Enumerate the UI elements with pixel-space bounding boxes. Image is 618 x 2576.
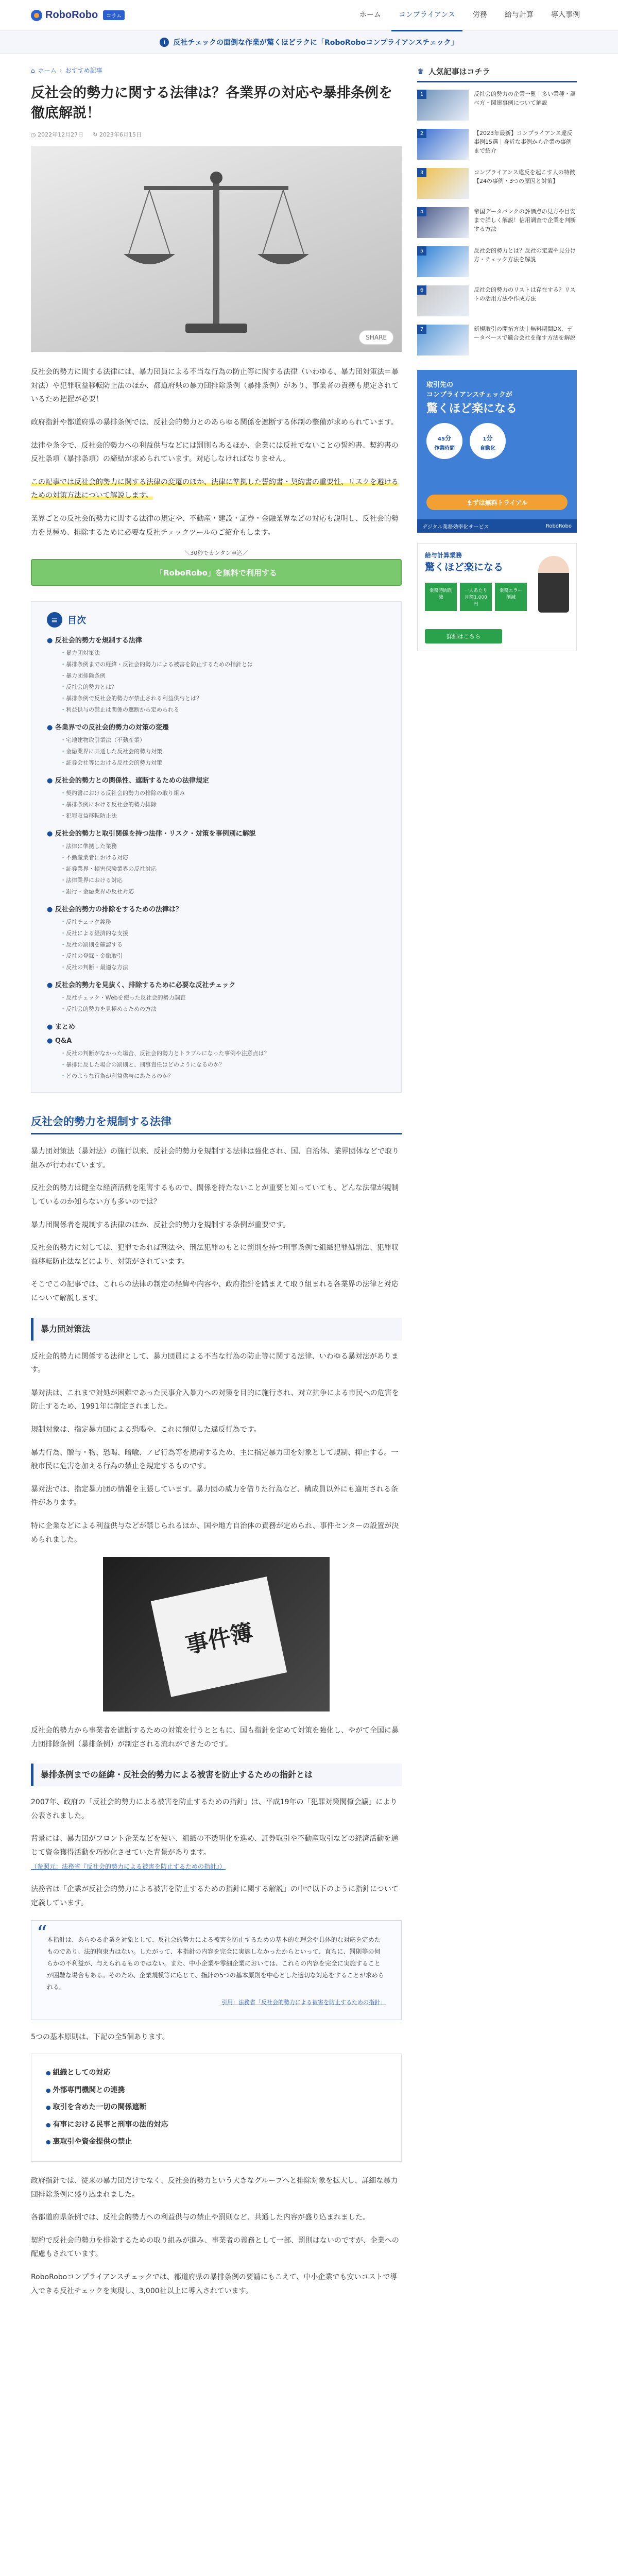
- toc-item-link[interactable]: ・ 利益供与の禁止は関係の遮断から定められる: [47, 704, 386, 716]
- ad-footer-right: RoboRobo: [545, 523, 572, 529]
- body-paragraph: 暴対法では、指定暴力団の情報を主張しています。暴力団の威力を借りた行為など、構成員以外にも適用される条件があります。: [31, 1485, 398, 1507]
- toc-item-link[interactable]: ・ 銀行・金融業界の反社対応: [47, 886, 386, 897]
- ranking-item-title: 新規取引の開拓方法｜無料期間DX、データベースで適合会社を探す方法を解説: [474, 326, 576, 342]
- ad-heading-2: 驚くほど楽になる: [426, 402, 518, 415]
- ranking-item-title: 反社会的勢力の企業一覧｜多い業種・調べ方・関連事例について解説: [474, 91, 576, 107]
- list-item: ● 裏取引や資金提供の禁止: [46, 2133, 387, 2151]
- ranking-item[interactable]: [417, 207, 577, 238]
- toc-item-link[interactable]: ・ 暴力団対策法: [47, 648, 386, 659]
- toc-item-link[interactable]: ・ 暴力団排除条例: [47, 670, 386, 682]
- ad-trial-button[interactable]: まずは無料トライアル: [426, 495, 568, 510]
- ranking-item[interactable]: [417, 168, 577, 199]
- blockquote: [31, 1920, 402, 2020]
- ranking-item-title: 反社会的勢力とは？反社の定義や見分け方・チェック方法を解説: [474, 247, 576, 263]
- toc-item-link[interactable]: ・ 証券業界・損害保険業界の反社対応: [47, 863, 386, 875]
- stat-badge: [470, 423, 506, 459]
- body-paragraph: 反社会的勢力に関係する法律として、暴力団員による不当な行為の防止等に関する法律、いわゆる暴対法があります。: [31, 1352, 399, 1375]
- section-heading: 反社会的勢力を規制する法律: [31, 1113, 402, 1134]
- list-icon: ≡: [47, 612, 62, 628]
- quote-source-link[interactable]: 引用：法務省「反社会的勢力による被害を防止するための指針」: [221, 1999, 386, 2006]
- ad-heading: 驚くほど楽になる: [425, 562, 504, 573]
- toc-section-link[interactable]: ● 反社会的勢力の排除をするための法律は？: [47, 904, 386, 913]
- toc-section-link[interactable]: ● まとめ: [47, 1021, 386, 1031]
- feature-chip: 業務時間削減: [425, 583, 457, 611]
- toc-item-link[interactable]: ・ 法律業界における対応: [47, 875, 386, 886]
- rank-number: 3: [417, 168, 426, 177]
- breadcrumb-category[interactable]: おすすめ記事: [65, 67, 102, 74]
- body-paragraph: 反社会的勢力から事業者を遮断するための対策を行うとともに、国も指針を定めて対策を強化し、やがて全国に暴力団排除条例（暴排条例）が制定される流れができたのです。: [31, 1726, 399, 1749]
- ranking-item-title: コンプライアンス違反を起こす人の特徴【24の事例・3つの原因と対策】: [474, 169, 575, 185]
- source-link[interactable]: （参照元：法務省『反社会的勢力による被害を防止するための指針』）: [31, 1862, 226, 1870]
- stat-number: 45: [438, 436, 445, 442]
- toc-item-link[interactable]: ・ 法律に準拠した業務: [47, 841, 386, 852]
- toc-item-link[interactable]: ・ 犯罪収益移転防止法: [47, 810, 386, 822]
- logo-icon: [31, 10, 42, 21]
- intro-paragraph-1: 反社会的勢力に関する法律には、暴力団員による不当な行為の防止等に関する法律（いわゆる、暴力団対策法＝暴対法）や犯罪収益移転防止法のほか、都道府県の暴力団排除条例（暴排条例）があり、事業者の責務も規定されているため把握が必要！: [31, 368, 399, 404]
- info-icon: i: [160, 38, 169, 47]
- promo-banner[interactable]: [0, 31, 618, 54]
- stat-unit: 分: [486, 435, 493, 442]
- casebook-image: [103, 1557, 330, 1711]
- intro-paragraph-3: 法律や条令で、反社会的勢力への利益供与などには罰則もあるほか、企業には反社でないことの誓約書、契約書の反社条項（暴排条項）の締結が求められています。対応しなければなりません。: [31, 441, 399, 464]
- stat-badge: [426, 423, 462, 459]
- quote-icon: “: [37, 1922, 47, 1946]
- rank-number: 4: [417, 207, 426, 216]
- sidebar: [417, 66, 577, 2307]
- ranking-item-title: 反社会的勢力のリストは存在する？リストの活用方法や作成方法: [474, 286, 576, 302]
- toc-item-link[interactable]: ・ 反社チェック・Webを使った反社会的勢力調査: [47, 992, 386, 1004]
- toc-item-link[interactable]: ・ 反社チェック義務: [47, 917, 386, 928]
- nav-payroll[interactable]: 給与計算: [505, 11, 534, 19]
- body-text: 背景には、暴力団がフロント企業などを使い、組織の不透明化を進め、証券取引や不動産取引などの経済活動を通じて資金獲得活動を巧妙化させていた背景があります。: [31, 1835, 399, 1857]
- rank-number: 5: [417, 246, 426, 256]
- free-trial-button[interactable]: 「RoboRobo」を無料で利用する: [31, 559, 402, 586]
- breadcrumb: [31, 66, 402, 75]
- toc-item-link[interactable]: ・ 暴排条例で反社会的勢力が禁止される利益供与とは？: [47, 693, 386, 704]
- stat-label: 作業時間: [434, 446, 455, 451]
- nav-labor[interactable]: 労務: [473, 11, 487, 19]
- body-paragraph: 暴力行為、贈与・物、恐喝、暗喩、ノビ行為等を規制するため、主に指定暴力団を対象として規制、抑止する。一般市民に危害を加える行為の禁止を規定するものです。: [31, 1448, 399, 1471]
- toc-section-link[interactable]: ● 各業界での反社会的勢力の対策の変遷: [47, 722, 386, 732]
- compliance-check-ad[interactable]: [417, 370, 577, 519]
- toc-item-link[interactable]: ・ 暴排条例までの経緯・反社会的勢力による被害を防止するための指針とは: [47, 659, 386, 670]
- promo-banner-text: 反社チェックの面倒な作業が驚くほどラクに「RoboRoboコンプライアンスチェック」: [173, 38, 458, 47]
- ranking-item[interactable]: [417, 129, 577, 160]
- toc-item-link[interactable]: ・ 反社の判断がなかった場合、反社会的勢力とトラブルになった事例や注意点は？: [47, 1048, 386, 1059]
- stat-label: 自動化: [480, 446, 495, 451]
- column-badge: コラム: [103, 10, 125, 20]
- toc-item-link[interactable]: ・ 暴排条例における反社会的勢力排除: [47, 799, 386, 810]
- toc-item-link[interactable]: ・ 反社による経済的な支援: [47, 928, 386, 939]
- person-illustration: [538, 556, 569, 613]
- scales-of-justice-icon: [31, 146, 402, 352]
- toc-item-link[interactable]: ・ 反社会的勢力とは？: [47, 682, 386, 693]
- toc-section-link[interactable]: ● 反社会的勢力との関係性、遮断するための法律規定: [47, 775, 386, 785]
- rank-number: 1: [417, 90, 426, 99]
- casebook-label: 事件簿: [151, 1577, 287, 1697]
- toc-item-link[interactable]: ・ 反社の罰則を確認する: [47, 939, 386, 951]
- subsection-heading: 暴排条例までの経緯・反社会的勢力による被害を防止するための指針とは: [31, 1764, 402, 1786]
- subsection-heading: 暴力団対策法: [31, 1318, 402, 1341]
- feature-chip: 業務エラー削減: [495, 583, 527, 611]
- intro-paragraph-5: 業界ごとの反社会的勢力に関する法律の規定や、不動産・建設・証券・金融業界などの対応も説明し、反社会的勢力を見極め、排除するために必要な反社チェックツールのご紹介もします。: [31, 515, 399, 537]
- toc-item-link[interactable]: ・ 契約書における反社会的勢力の排除の取り組み: [47, 788, 386, 799]
- intro-highlight: この記事では反社会的勢力に関する法律の変遷のほか、法律に準拠した誓約書・契約書の重要性、リスクを避けるための対策方法について解説します。: [31, 478, 399, 500]
- body-paragraph: 契約で反社会的勢力を排除するための取り組みが進み、事業者の義務として一部、罰則はないのですが、企業への配慮もされています。: [31, 2236, 399, 2259]
- principles-list: [31, 2054, 402, 2162]
- rank-number: 7: [417, 325, 426, 334]
- stat-unit: 分: [444, 435, 451, 442]
- ad-heading-1: コンプライアンスチェックが: [426, 391, 512, 399]
- hero-image: [31, 146, 402, 352]
- body-paragraph: RoboRoboコンプライアンスチェックでは、都道府県の暴排条例の要請にもこえて、中小企業でも安いコストで導入できる反社チェックを実現し、3,000社以上に導入されています。: [31, 2273, 398, 2295]
- ranking-item[interactable]: [417, 246, 577, 277]
- body-paragraph: 法務省は「企業が反社会的勢力による被害を防止するための指針に関する解説」の中で以下のように指針について定義しています。: [31, 1885, 399, 1907]
- ranking-item[interactable]: [417, 90, 577, 121]
- toc-item-link[interactable]: ・ 反社会的勢力を見極めるための方法: [47, 1004, 386, 1015]
- ranking-list: [417, 90, 577, 355]
- body-paragraph: 政府指針では、従来の暴力団だけでなく、反社会的勢力という大きなグループへと排除対象を拡大し、詳細な暴力団排除条例に盛り込まれました。: [31, 2176, 398, 2199]
- ranking-item-title: 帝国データバンクの評価点の見方や目安まで詳しく解説！信用調査で企業を判断する方法: [474, 208, 576, 233]
- list-item: ● 外部専門機関との連携: [46, 2082, 387, 2099]
- toc-item-link[interactable]: ・ 証券会社等における反社会的勢力対策: [47, 757, 386, 769]
- toc-section-link[interactable]: ● 反社会的勢力を規制する法律: [47, 635, 386, 645]
- cta-note: ＼30秒でカンタン申込／: [184, 550, 248, 557]
- ad-footer: [417, 519, 577, 533]
- toc-item-link[interactable]: ・ 反社の判断・最適な方法: [47, 962, 386, 973]
- article-dates: [31, 130, 402, 139]
- toc-item-link[interactable]: ・ 宅地建物取引業法（不動産業）: [47, 735, 386, 746]
- body-paragraph: 特に企業などによる利益供与などが禁じられるほか、国や地方自治体の責務が定められ、事件センターの設置が決められました。: [31, 1521, 399, 1544]
- body-paragraph: 反社会的勢力に対しては、犯罪であれば刑法や、刑法犯罪のもとに罰則を持つ刑事条例で組織犯罪処罰法、犯罪収益移転防止法などにより、対策がされています。: [31, 1244, 399, 1266]
- feature-chip: 一人あたり月額1,000円: [460, 583, 492, 611]
- article: [31, 66, 402, 2307]
- article-title: 反社会的勢力に関する法律は？各業界の対応や暴排条例を徹底解説！: [31, 85, 392, 122]
- rank-number: 2: [417, 129, 426, 138]
- stat-number: 1: [483, 436, 487, 442]
- refresh-icon: ↻: [93, 131, 99, 139]
- body-paragraph: 暴力団関係者を規制する法律のほか、反社会的勢力を規制する条例が重要です。: [31, 1221, 290, 1229]
- body-paragraph: 5つの基本原則は、下記の全5個あります。: [31, 2033, 169, 2042]
- nav-case-studies[interactable]: 導入事例: [551, 11, 580, 19]
- ad-small-text: 給与計算業務: [425, 552, 462, 559]
- body-paragraph: [31, 1832, 402, 1873]
- nav-home[interactable]: ホーム: [359, 11, 381, 19]
- body-paragraph: そこでこの記事では、これらの法律の制定の経緯や内容や、政府指針を踏まえて取り組まれる各業界の法律と対応について解説します。: [31, 1280, 399, 1302]
- list-item: ● 取引を含めた一切の関係遮断: [46, 2099, 387, 2116]
- list-item: ● 有事における民事と刑事の法的対応: [46, 2116, 387, 2134]
- body-paragraph: 各都道府県条例では、反社会的勢力への利益供与の禁止や罰則など、共通した内容が盛り込まれました。: [31, 2213, 370, 2222]
- table-of-contents: [31, 601, 402, 1093]
- ad-details-button[interactable]: 詳細はこちら: [425, 629, 502, 643]
- intro-paragraph-4: [31, 476, 402, 503]
- body-paragraph: 暴対法は、これまで対処が困難であった民事介入暴力への対策を目的に施行され、対立抗争による市民への危害を防止するため、1991年に制定されました。: [31, 1388, 399, 1411]
- updated-date: 2023年6月15日: [99, 131, 142, 139]
- ranking-item[interactable]: [417, 285, 577, 316]
- rank-number: 6: [417, 285, 426, 295]
- chevron-right-icon: ›: [59, 66, 62, 74]
- crown-icon: ♛: [417, 66, 424, 76]
- share-button[interactable]: SHARE: [359, 330, 393, 345]
- body-paragraph: 反社会的勢力は健全な経済活動を阻害するもので、関係を持たないことが重要と知っていても、どんな法律が規制しているのか知らない方も多いのでは？: [31, 1184, 399, 1206]
- toc-section-link[interactable]: ● 反社会的勢力と取引関係を持つ法律・リスク・対策を事例別に解説: [47, 828, 386, 838]
- body-paragraph: 暴力団対策法（暴対法）の施行以来、反社会的勢力を規制する法律は強化され、国、自治体、業界団体などで取り組みが行われています。: [31, 1147, 399, 1170]
- breadcrumb-home[interactable]: ホーム: [38, 67, 57, 74]
- toc-item-link[interactable]: ・ 不動産業者における対応: [47, 852, 386, 863]
- nav-compliance[interactable]: コンプライアンス: [391, 0, 462, 31]
- published-date: 2022年12月27日: [38, 131, 84, 139]
- toc-section-link[interactable]: ● Q&A: [47, 1037, 386, 1045]
- payroll-ad[interactable]: [417, 543, 577, 651]
- body-paragraph: 規制対象は、指定暴力団による恐喝や、これに類似した違反行為です。: [31, 1425, 261, 1434]
- toc-item-link[interactable]: ・ 暴排に反した場合の罰則と、刑事責任はどのようになるのか？: [47, 1059, 386, 1071]
- ad-footer-left: デジタル業務効率化サービス: [422, 524, 489, 530]
- toc-list: [47, 635, 386, 1082]
- home-icon: ⌂: [31, 66, 35, 74]
- clock-icon: ◷: [31, 131, 38, 139]
- site-header: [0, 0, 618, 31]
- ranking-item[interactable]: [417, 325, 577, 355]
- ranking-title: 人気記事はコチラ: [428, 67, 490, 76]
- toc-item-link[interactable]: ・ 反社の登録・金融取引: [47, 951, 386, 962]
- site-logo[interactable]: [31, 9, 125, 21]
- toc-item-link[interactable]: ・ どのような行為が利益供与にあたるのか？: [47, 1071, 386, 1082]
- quote-text: 本指針は、あらゆる企業を対象として、反社会的勢力による被害を防止するための基本的な理念や具体的な対応を定めたものであり、法的拘束力はない。したがって、本指針の内容を完全に実施しなかったからといって、直ちに、罰則等の何らかの不利益が、与えられるものではない。また、中小企業や零細企業においては、これらの内容を完全に実施することが困難な場合もある。そのため、企業規模等に応じて、指針の5つの基本原則を中心とした適切な対応をすることが求められる。: [47, 1936, 384, 1991]
- intro-paragraph-2: 政府指針や都道府県の暴排条例では、反社会的勢力とのあらゆる関係を遮断する体制の整備が求められています。: [31, 418, 398, 427]
- toc-title: 目次: [67, 615, 86, 626]
- body-paragraph: 2007年、政府の「反社会的勢力による被害を防止するための指針」は、平成19年の「犯罪対策閣僚会議」により公表されました。: [31, 1798, 398, 1820]
- ranking-item-title: 【2023年最新】コンプライアンス違反事例15選｜身近な事例から企業の事例まで紹介: [474, 130, 573, 155]
- ad-small-text: 取引先の: [426, 381, 454, 389]
- ranking-heading: [417, 66, 577, 82]
- toc-item-link[interactable]: ・ 金融業界に共通した反社会的勢力対策: [47, 746, 386, 757]
- list-item: ● 組織としての対応: [46, 2064, 387, 2082]
- global-nav: [352, 0, 587, 31]
- toc-section-link[interactable]: ● 反社会的勢力を見抜く、排除するために必要な反社チェック: [47, 979, 386, 989]
- logo-text: RoboRobo: [45, 9, 98, 21]
